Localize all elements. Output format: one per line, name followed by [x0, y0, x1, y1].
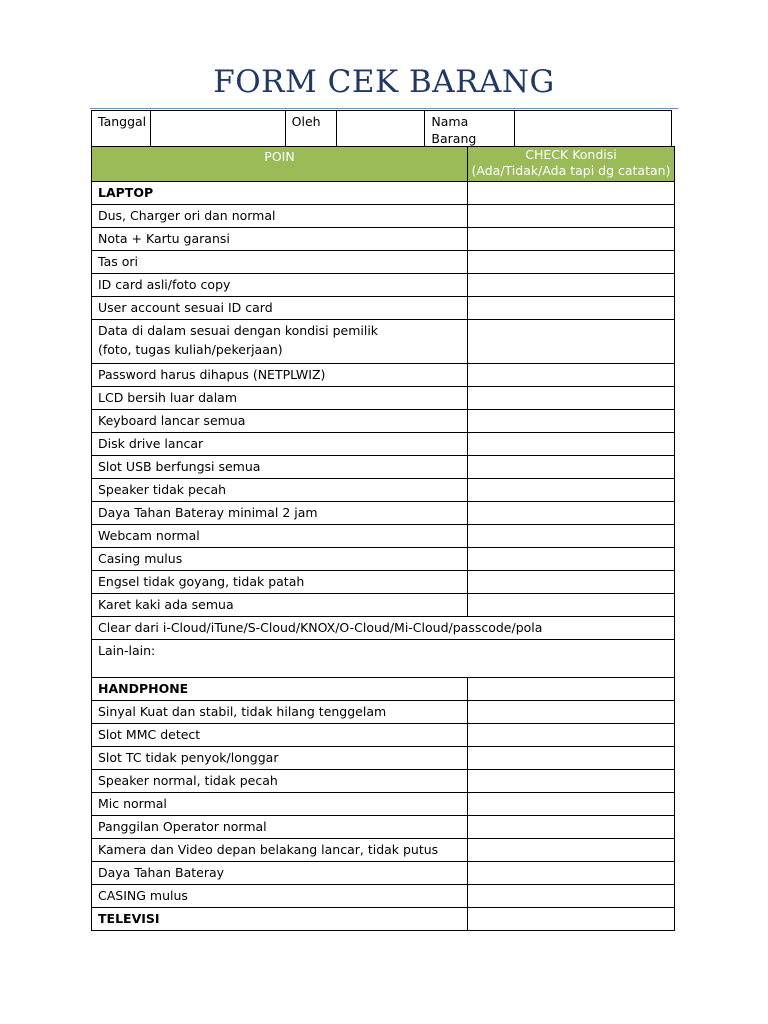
table-row	[92, 456, 675, 479]
check-cell[interactable]	[468, 724, 675, 747]
nama-barang-label-line1: Nama	[431, 114, 469, 129]
table-row	[92, 228, 675, 251]
table-row	[92, 364, 675, 387]
table-row	[92, 793, 675, 816]
item-label: ID card asli/foto copy	[92, 274, 468, 297]
table-row	[92, 816, 675, 839]
table-row	[92, 701, 675, 724]
item-label: Slot USB berfungsi semua	[92, 456, 468, 479]
table-row	[92, 885, 675, 908]
table-row	[92, 525, 675, 548]
check-cell[interactable]	[468, 571, 675, 594]
category-handphone: HANDPHONE	[92, 678, 468, 701]
table-row	[92, 862, 675, 885]
item-label: Speaker normal, tidak pecah	[92, 770, 468, 793]
item-label-line2: (foto, tugas kuliah/pekerjaan)	[98, 342, 283, 357]
check-cell[interactable]	[468, 320, 675, 364]
item-label: Engsel tidak goyang, tidak patah	[92, 571, 468, 594]
item-label-line1: Data di dalam sesuai dengan kondisi pemilik	[98, 323, 379, 338]
check-cell[interactable]	[468, 816, 675, 839]
table-row	[92, 205, 675, 228]
check-header	[468, 147, 675, 182]
item-label: Daya Tahan Bateray	[92, 862, 468, 885]
check-cell[interactable]	[468, 548, 675, 571]
form-title: FORM CEK BARANG	[213, 64, 555, 100]
item-label: Slot MMC detect	[92, 724, 468, 747]
checklist-table	[91, 146, 675, 931]
check-cell[interactable]	[468, 364, 675, 387]
check-cell[interactable]	[468, 594, 675, 617]
tanggal-label: Tanggal	[92, 111, 151, 148]
item-label: Webcam normal	[92, 525, 468, 548]
checklist-header-row	[92, 147, 675, 182]
info-table	[91, 110, 672, 148]
item-label	[92, 320, 468, 364]
check-cell[interactable]	[468, 678, 675, 701]
item-label: LCD bersih luar dalam	[92, 387, 468, 410]
item-label: Slot TC tidak penyok/longgar	[92, 747, 468, 770]
table-row	[92, 479, 675, 502]
table-row	[92, 594, 675, 617]
table-row	[92, 747, 675, 770]
item-label: Dus, Charger ori dan normal	[92, 205, 468, 228]
table-row	[92, 410, 675, 433]
tanggal-field[interactable]	[150, 111, 285, 148]
title-underline	[90, 108, 678, 109]
item-label: Disk drive lancar	[92, 433, 468, 456]
item-label: Sinyal Kuat dan stabil, tidak hilang tenggelam	[92, 701, 468, 724]
table-row	[92, 251, 675, 274]
table-row	[92, 770, 675, 793]
item-label: Mic normal	[92, 793, 468, 816]
lain-lain-field[interactable]: Lain-lain:	[92, 640, 675, 678]
check-cell[interactable]	[468, 387, 675, 410]
item-label: Tas ori	[92, 251, 468, 274]
poin-header: POIN	[92, 147, 468, 182]
table-row	[92, 274, 675, 297]
check-cell[interactable]	[468, 502, 675, 525]
category-row-televisi	[92, 908, 675, 931]
category-row-laptop	[92, 182, 675, 205]
item-label: Password harus dihapus (NETPLWIZ)	[92, 364, 468, 387]
table-row	[92, 502, 675, 525]
table-row	[92, 297, 675, 320]
table-row	[92, 571, 675, 594]
table-row	[92, 320, 675, 364]
item-label: Casing mulus	[92, 548, 468, 571]
table-row-lain-lain	[92, 640, 675, 678]
item-label: User account sesuai ID card	[92, 297, 468, 320]
check-cell[interactable]	[468, 456, 675, 479]
check-cell[interactable]	[468, 862, 675, 885]
table-row	[92, 548, 675, 571]
check-header-line1: CHECK Kondisi	[525, 147, 617, 162]
check-cell[interactable]	[468, 251, 675, 274]
oleh-field[interactable]	[336, 111, 425, 148]
table-row	[92, 724, 675, 747]
nama-barang-label	[425, 111, 515, 148]
item-label-wide: Clear dari i-Cloud/iTune/S-Cloud/KNOX/O-Cloud/Mi-Cloud/passcode/pola	[92, 617, 675, 640]
check-cell[interactable]	[468, 182, 675, 205]
check-cell[interactable]	[468, 228, 675, 251]
check-cell[interactable]	[468, 274, 675, 297]
check-cell[interactable]	[468, 205, 675, 228]
table-row	[92, 433, 675, 456]
check-cell[interactable]	[468, 747, 675, 770]
check-cell[interactable]	[468, 839, 675, 862]
nama-barang-label-line2: Barang	[431, 131, 477, 146]
category-row-handphone	[92, 678, 675, 701]
item-label: Daya Tahan Bateray minimal 2 jam	[92, 502, 468, 525]
check-cell[interactable]	[468, 908, 675, 931]
check-cell[interactable]	[468, 479, 675, 502]
check-cell[interactable]	[468, 770, 675, 793]
table-row	[92, 839, 675, 862]
check-cell[interactable]	[468, 410, 675, 433]
category-televisi: TELEVISI	[92, 908, 468, 931]
item-label: Kamera dan Video depan belakang lancar, tidak putus	[92, 839, 468, 862]
nama-barang-field[interactable]	[515, 111, 672, 148]
check-cell[interactable]	[468, 525, 675, 548]
item-label: Keyboard lancar semua	[92, 410, 468, 433]
item-label: CASING mulus	[92, 885, 468, 908]
item-label: Panggilan Operator normal	[92, 816, 468, 839]
check-cell[interactable]	[468, 297, 675, 320]
table-row	[92, 387, 675, 410]
oleh-label: Oleh	[285, 111, 336, 148]
check-cell[interactable]	[468, 793, 675, 816]
item-label: Nota + Kartu garansi	[92, 228, 468, 251]
check-header-line2: (Ada/Tidak/Ada tapi dg catatan)	[471, 163, 671, 178]
item-label: Karet kaki ada semua	[92, 594, 468, 617]
check-cell[interactable]	[468, 433, 675, 456]
check-cell[interactable]	[468, 885, 675, 908]
table-row	[92, 617, 675, 640]
check-cell[interactable]	[468, 701, 675, 724]
item-label: Speaker tidak pecah	[92, 479, 468, 502]
category-laptop: LAPTOP	[92, 182, 468, 205]
